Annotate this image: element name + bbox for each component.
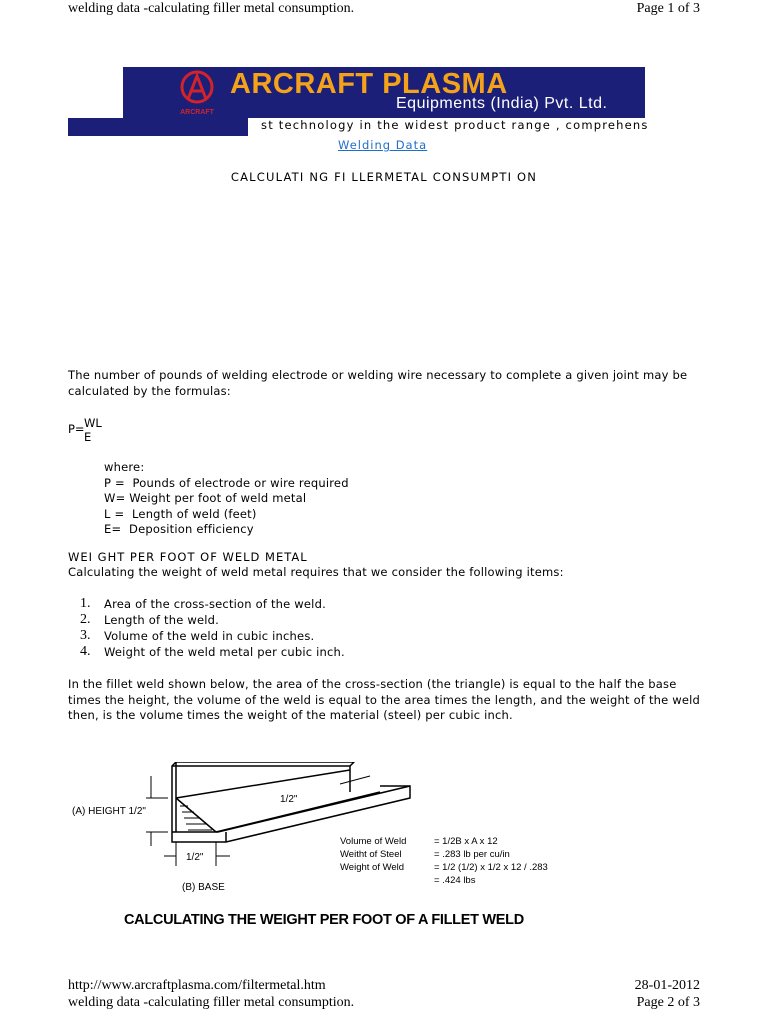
calc-value: = .424 lbs: [434, 875, 476, 886]
list-item: [80, 628, 345, 644]
where-heading: where:: [104, 460, 145, 474]
formula-numerator: WL: [84, 416, 102, 430]
definition-line: E= Deposition efficiency: [104, 522, 254, 536]
list-text: Length of the weld.: [104, 613, 220, 627]
print-header-title: welding data -calculating filler metal consumption.: [68, 1, 355, 16]
section-intro: Calculating the weight of weld metal requires that we consider the following items:: [68, 565, 564, 579]
list-text: Area of the cross-section of the weld.: [104, 597, 326, 611]
ordered-list: [80, 596, 345, 660]
list-number: 4.: [80, 644, 91, 659]
brand-name: ARCRAFT PLASMA: [230, 68, 508, 100]
brand-subtitle: Equipments (India) Pvt. Ltd.: [396, 95, 608, 112]
tagline: st technology in the widest product range , comprehens: [261, 118, 649, 132]
list-item: [80, 596, 345, 612]
footer-title: welding data -calculating filler metal consumption.: [68, 995, 355, 1010]
base-label: (B) BASE: [182, 882, 225, 893]
formula-lhs: P=: [68, 422, 85, 436]
base-dimension: 1/2": [186, 852, 204, 863]
intro-paragraph: The number of pounds of welding electrode or welding wire necessary to complete a given joint may be calculated by the formulas:: [68, 368, 688, 398]
height-label: (A) HEIGHT 1/2": [72, 806, 146, 817]
welding-data-link[interactable]: Welding Data: [338, 138, 428, 152]
banner-extension: [68, 118, 248, 136]
fillet-weld-paragraph: In the fillet weld shown below, the area of the cross-section (the triangle) is equal to the half the base times the height, the volume of the weld is equal to the area times the length, and the weight of the weld then, is the volume times the weight of the material (steel) per cubic inch.: [68, 677, 701, 722]
footer-date: 28-01-2012: [634, 978, 700, 993]
list-number: 2.: [80, 612, 91, 627]
list-item: [80, 612, 345, 628]
logo-text: ARCRAFT: [180, 109, 214, 116]
formula-denominator: E: [84, 430, 92, 444]
calc-value: = .283 lb per cu/in: [434, 849, 510, 860]
list-number: 1.: [80, 596, 91, 611]
arcraft-logo-icon: [174, 68, 220, 118]
list-text: Volume of the weld in cubic inches.: [104, 629, 315, 643]
variable-definitions: [104, 460, 349, 538]
weld-hatch: [180, 806, 212, 830]
list-item: [80, 644, 345, 660]
formula: [68, 416, 148, 448]
definition-line: W= Weight per foot of weld metal: [104, 491, 307, 505]
fillet-weld-diagram: [68, 762, 568, 932]
definition-line: L = Length of weld (feet): [104, 506, 257, 521]
print-header-page: Page 1 of 3: [636, 1, 700, 16]
calc-value: = 1/2B x A x 12: [434, 836, 498, 847]
length-label: 1/2": [280, 794, 298, 805]
calc-name: Volume of Weld: [340, 836, 407, 847]
calc-name: Weight of Weld: [340, 862, 405, 873]
diagram-caption: CALCULATING THE WEIGHT PER FOOT OF A FILLET WELD: [124, 912, 524, 928]
page-title: CALCULATI NG FI LLERMETAL CONSUMPTI ON: [230, 170, 538, 184]
list-text: Weight of the weld metal per cubic inch.: [104, 645, 345, 659]
footer-page: Page 2 of 3: [636, 995, 700, 1010]
footer-url: http://www.arcraftplasma.com/filtermetal.htm: [68, 978, 326, 993]
calc-value: = 1/2 (1/2) x 1/2 x 12 / .283: [434, 862, 548, 873]
definition-line: P = Pounds of electrode or wire required: [104, 475, 349, 490]
list-number: 3.: [80, 628, 91, 643]
section-heading: WEI GHT PER FOOT OF WELD METAL: [68, 550, 308, 564]
calc-name: Weitht of Steel: [340, 849, 402, 860]
